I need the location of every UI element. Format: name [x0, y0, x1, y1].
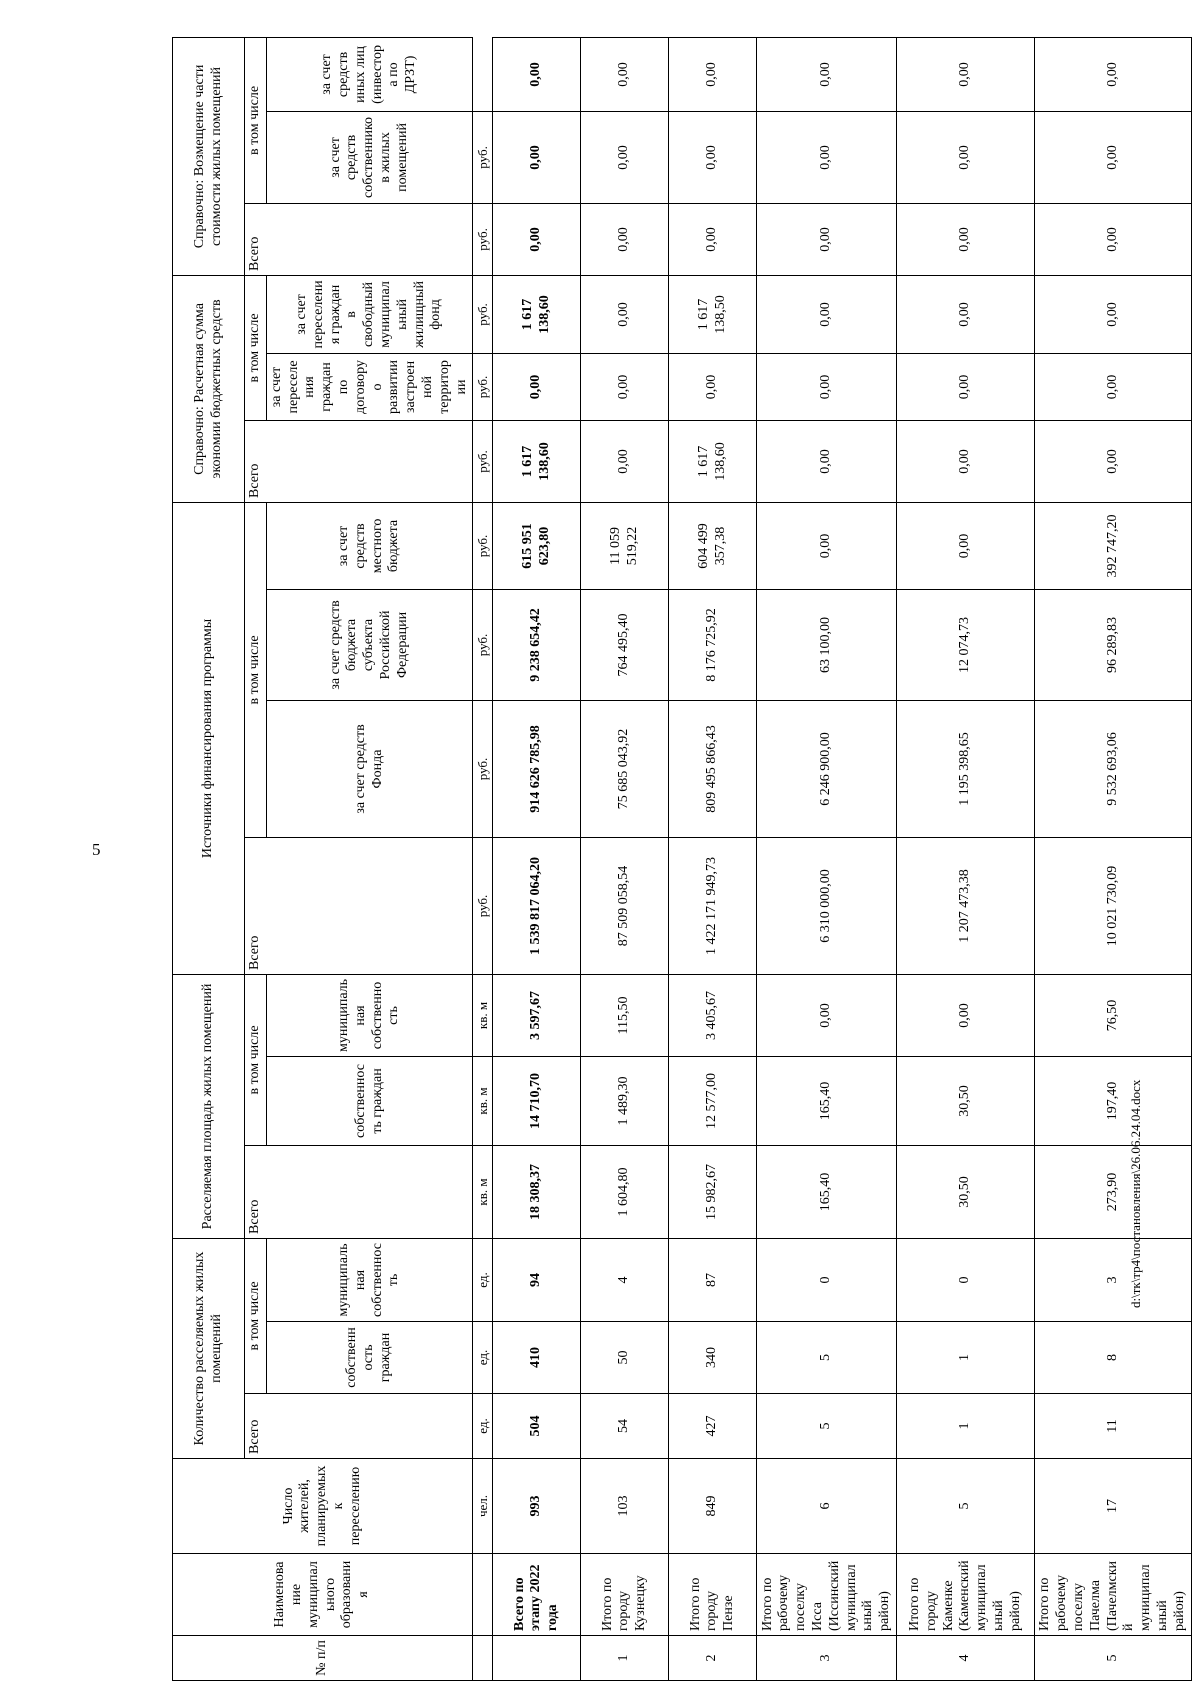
unit-area: кв. м — [473, 1057, 493, 1146]
row-value-cell: 3 — [1035, 1239, 1191, 1322]
row-value-cell: 0,00 — [493, 353, 581, 420]
header-fin-incl: в том числе — [245, 502, 267, 837]
row-value-cell: 11 — [1035, 1394, 1191, 1459]
header-fin-fund: за счет средств Фонда — [266, 700, 473, 837]
header-qty-group: Количество расселяемых жилых помещений — [173, 1239, 245, 1459]
row-value-cell: 0,00 — [669, 353, 757, 420]
header-qty-incl: в том числе — [245, 1239, 267, 1394]
row-value-cell: 1 617 138,50 — [669, 275, 757, 353]
row-value-cell: 103 — [581, 1459, 669, 1554]
header-econ-group: Справочно: Расчетная сумма экономии бюджетных средств — [173, 275, 245, 502]
row-municipality-name: Итого по рабочему поселку Исса (Иссинский муниципальный район) — [757, 1554, 897, 1636]
row-value-cell: 10 021 730,09 — [1035, 837, 1191, 974]
header-area-total: Всего — [245, 1146, 473, 1239]
row-value-cell: 197,40 — [1035, 1057, 1191, 1146]
header-comp-other: за счет средств иных лиц (инвестора по ДРЗТ) — [266, 38, 473, 112]
row-value-cell: 0,00 — [757, 38, 897, 112]
row-value-cell: 1 489,30 — [581, 1057, 669, 1146]
row-value-cell: 3 405,67 — [669, 974, 757, 1056]
row-value-cell: 0,00 — [757, 974, 897, 1056]
table-row — [897, 38, 1035, 1681]
table-row — [1035, 38, 1191, 1681]
row-value-cell: 0,00 — [757, 111, 897, 203]
row-value-cell: 809 495 866,43 — [669, 700, 757, 837]
row-value-cell: 96 289,83 — [1035, 589, 1191, 700]
row-value-cell: 340 — [669, 1322, 757, 1394]
header-fin-local: за счет средств местного бюджета — [266, 502, 473, 589]
row-value-cell: 54 — [581, 1394, 669, 1459]
row-value-cell: 1 — [897, 1394, 1035, 1459]
row-value-cell: 87 509 058,54 — [581, 837, 669, 974]
row-municipality-name: Итого по городу Кузнецку — [581, 1554, 669, 1636]
row-number: 2 — [669, 1636, 757, 1681]
row-number: 5 — [1035, 1636, 1191, 1681]
unit-money: руб. — [473, 837, 493, 974]
row-value-cell: 427 — [669, 1394, 757, 1459]
unit-count: ед. — [473, 1322, 493, 1394]
row-value-cell: 5 — [757, 1394, 897, 1459]
row-value-cell: 9 238 654,42 — [493, 589, 581, 700]
row-value-cell: 6 246 900,00 — [757, 700, 897, 837]
row-value-cell: 0,00 — [669, 203, 757, 275]
row-value-cell: 0,00 — [581, 111, 669, 203]
header-comp-group: Справочно: Возмещение части стоимости жилых помещений — [173, 38, 245, 276]
units-row — [473, 38, 493, 1681]
unit-money: руб. — [473, 700, 493, 837]
page-number: 5 — [92, 840, 101, 859]
table-row — [757, 38, 897, 1681]
unit-money: руб. — [473, 353, 493, 420]
header-fin-subject: за счет средств бюджета субъекта Российской Федерации — [266, 589, 473, 700]
row-value-cell: 6 310 000,00 — [757, 837, 897, 974]
row-value-cell: 0,00 — [581, 353, 669, 420]
unit-money: руб. — [473, 420, 493, 502]
row-value-cell: 165,40 — [757, 1146, 897, 1239]
row-municipality-name: Всего по этапу 2022 года — [493, 1554, 581, 1636]
table-row — [581, 38, 669, 1681]
row-value-cell: 76,50 — [1035, 974, 1191, 1056]
row-municipality-name: Итого по рабочему поселку Пачелма (Пачелмский муниципальный район) — [1035, 1554, 1191, 1636]
row-value-cell: 0,00 — [1035, 353, 1191, 420]
row-value-cell: 273,90 — [1035, 1146, 1191, 1239]
header-residents: Число жителей, планируемых к переселению — [173, 1459, 473, 1554]
row-municipality-name: Итого по городу Каменке (Каменский муниципальный район) — [897, 1554, 1035, 1636]
table-row — [493, 38, 581, 1681]
row-value-cell: 0,00 — [1035, 275, 1191, 353]
row-value-cell: 94 — [493, 1239, 581, 1322]
row-value-cell: 1 195 398,65 — [897, 700, 1035, 837]
row-value-cell: 0,00 — [757, 275, 897, 353]
row-value-cell: 30,50 — [897, 1057, 1035, 1146]
row-value-cell: 50 — [581, 1322, 669, 1394]
row-value-cell: 849 — [669, 1459, 757, 1554]
table-body — [493, 38, 1191, 1681]
row-value-cell: 0,00 — [581, 38, 669, 112]
row-value-cell: 1 617 138,60 — [493, 420, 581, 502]
row-value-cell: 1 422 171 949,73 — [669, 837, 757, 974]
header-fin-group: Источники финансирования программы — [173, 502, 245, 974]
row-value-cell: 12 577,00 — [669, 1057, 757, 1146]
row-value-cell: 0,00 — [897, 111, 1035, 203]
row-value-cell: 0,00 — [757, 502, 897, 589]
row-value-cell: 993 — [493, 1459, 581, 1554]
header-fin-total: Всего — [245, 837, 473, 974]
row-value-cell: 0,00 — [669, 38, 757, 112]
row-value-cell: 0 — [897, 1239, 1035, 1322]
row-value-cell: 63 100,00 — [757, 589, 897, 700]
row-value-cell: 6 — [757, 1459, 897, 1554]
row-value-cell: 764 495,40 — [581, 589, 669, 700]
unit-money: руб. — [473, 275, 493, 353]
row-value-cell: 1 — [897, 1322, 1035, 1394]
row-value-cell: 1 617 138,60 — [669, 420, 757, 502]
row-municipality-name: Итого по городу Пензе — [669, 1554, 757, 1636]
row-value-cell: 17 — [1035, 1459, 1191, 1554]
header-qty-total: Всего — [245, 1394, 473, 1459]
row-value-cell: 0 — [757, 1239, 897, 1322]
row-value-cell: 0,00 — [757, 203, 897, 275]
unit-money: руб. — [473, 203, 493, 275]
header-area-group: Расселяемая площадь жилых помещений — [173, 974, 245, 1238]
row-number: 1 — [581, 1636, 669, 1681]
header-name: Наименование муниципального образования — [173, 1554, 473, 1636]
row-value-cell: 504 — [493, 1394, 581, 1459]
row-value-cell: 8 176 725,92 — [669, 589, 757, 700]
header-qty-citizens: собственность граждан — [266, 1322, 473, 1394]
row-number: 3 — [757, 1636, 897, 1681]
unit-money: руб. — [473, 111, 493, 203]
unit-area: кв. м — [473, 974, 493, 1056]
row-value-cell: 75 685 043,92 — [581, 700, 669, 837]
row-value-cell: 0,00 — [1035, 203, 1191, 275]
row-value-cell: 392 747,20 — [1035, 502, 1191, 589]
row-value-cell: 11 059 519,22 — [581, 502, 669, 589]
header-comp-owners: за счет средств собственников жилых помещений — [266, 111, 473, 203]
row-value-cell: 1 539 817 064,20 — [493, 837, 581, 974]
row-value-cell: 0,00 — [897, 38, 1035, 112]
header-qty-municipal: муниципальная собственность — [266, 1239, 473, 1322]
row-value-cell: 0,00 — [581, 420, 669, 502]
unit-cell-empty — [473, 1554, 493, 1636]
row-value-cell: 0,00 — [897, 420, 1035, 502]
unit-cell-empty — [473, 1636, 493, 1681]
row-value-cell: 410 — [493, 1322, 581, 1394]
row-value-cell: 30,50 — [897, 1146, 1035, 1239]
unit-area: кв. м — [473, 1146, 493, 1239]
row-value-cell: 0,00 — [493, 38, 581, 112]
row-value-cell: 615 951 623,80 — [493, 502, 581, 589]
row-value-cell: 0,00 — [897, 203, 1035, 275]
row-value-cell: 0,00 — [1035, 420, 1191, 502]
header-econ-total: Всего — [245, 420, 473, 502]
row-value-cell: 1 604,80 — [581, 1146, 669, 1239]
footer-file-path: d:\тк\тр4\постановления\26.06.24.04.docx — [1128, 1079, 1143, 1308]
header-comp-incl: в том числе — [245, 38, 267, 204]
row-value-cell: 0,00 — [1035, 111, 1191, 203]
row-value-cell: 0,00 — [897, 353, 1035, 420]
header-econ-free-fund: за счет переселения граждан в свободный муниципальный жилищный фонд — [266, 275, 473, 353]
row-value-cell: 0,00 — [897, 502, 1035, 589]
table-row — [669, 38, 757, 1681]
row-value-cell: 0,00 — [757, 420, 897, 502]
row-value-cell: 0,00 — [581, 203, 669, 275]
unit-count: ед. — [473, 1239, 493, 1322]
row-value-cell: 12 074,73 — [897, 589, 1035, 700]
row-value-cell: 0,00 — [493, 111, 581, 203]
row-value-cell: 1 207 473,38 — [897, 837, 1035, 974]
row-value-cell: 0,00 — [669, 111, 757, 203]
header-econ-incl: в том числе — [245, 275, 267, 420]
row-value-cell: 3 597,67 — [493, 974, 581, 1056]
row-value-cell: 15 982,67 — [669, 1146, 757, 1239]
row-value-cell: 14 710,70 — [493, 1057, 581, 1146]
row-value-cell: 0,00 — [897, 275, 1035, 353]
row-value-cell: 914 626 785,98 — [493, 700, 581, 837]
row-number — [493, 1636, 581, 1681]
row-value-cell: 0,00 — [581, 275, 669, 353]
row-number: 4 — [897, 1636, 1035, 1681]
unit-money: руб. — [473, 502, 493, 589]
header-num: № п/п — [173, 1636, 473, 1681]
header-area-citizens: собственность граждан — [266, 1057, 473, 1146]
row-value-cell: 1 617 138,60 — [493, 275, 581, 353]
row-value-cell: 5 — [757, 1322, 897, 1394]
unit-count: ед. — [473, 1394, 493, 1459]
row-value-cell: 115,50 — [581, 974, 669, 1056]
row-value-cell: 87 — [669, 1239, 757, 1322]
row-value-cell: 0,00 — [493, 203, 581, 275]
row-value-cell: 8 — [1035, 1322, 1191, 1394]
row-value-cell: 4 — [581, 1239, 669, 1322]
row-value-cell: 0,00 — [757, 353, 897, 420]
row-value-cell: 604 499 357,38 — [669, 502, 757, 589]
row-value-cell: 9 532 693,06 — [1035, 700, 1191, 837]
unit-money: руб. — [473, 589, 493, 700]
row-value-cell: 0,00 — [897, 974, 1035, 1056]
header-area-municipal: муниципальная собственность — [266, 974, 473, 1056]
resettlement-program-table — [172, 37, 1192, 1681]
row-value-cell: 5 — [897, 1459, 1035, 1554]
header-comp-total: Всего — [245, 203, 473, 275]
row-value-cell: 0,00 — [1035, 38, 1191, 112]
row-value-cell: 165,40 — [757, 1057, 897, 1146]
header-econ-development: за счет переселения граждан по договору о развитии застроенной территории — [266, 353, 473, 420]
row-value-cell: 18 308,37 — [493, 1146, 581, 1239]
unit-people: чел. — [473, 1459, 493, 1554]
header-area-incl: в том числе — [245, 974, 267, 1145]
